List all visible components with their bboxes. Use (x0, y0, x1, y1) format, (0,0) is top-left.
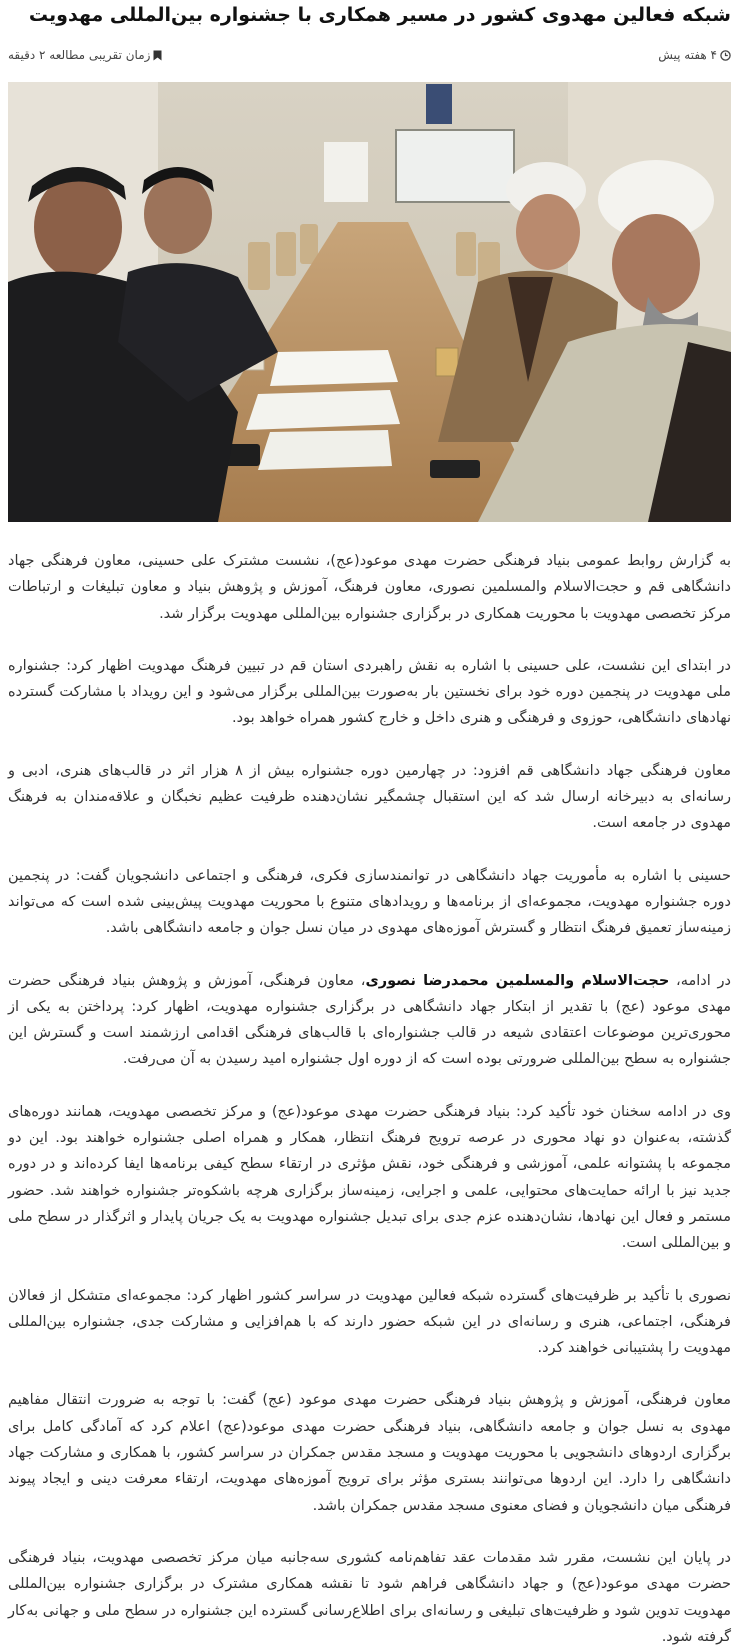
article-paragraph: نصوری با تأکید بر ظرفیت‌های گسترده شبکه فعالین مهدویت در سراسر کشور اظهار کرد: مجموعه‌ای متشکل از فعالان فرهنگی، اجتماعی، هنری و رسانه‌ای در این شبکه حضور دارند که با هم‌افزایی و مشارکت جدی، جشنواره بین‌المللی مهدویت را پشتیبانی خواهند کرد. (8, 1287, 731, 1357)
meeting-photo (8, 82, 731, 522)
reading-time-info (8, 48, 162, 62)
article-paragraph: معاون فرهنگی، آموزش و پژوهش بنیاد فرهنگی حضرت مهدی موعود (عج) گفت: با توجه به ضرورت انتقال مفاهیم مهدوی به نسل جوان و جامعه دانشگاهی، بنیاد فرهنگی حضرت مهدی موعود(عج) اعلام کرد که آمادگی کامل برای برگزاری اردوهای دانشجویی با محوریت مهدویت و مسجد مقدس جمکران در سراسر کشور، با همکاری و مشارکت جهاد دانشگاهی را دارد. این اردوها می‌توانند بستری مؤثر برای ترویج آموزه‌های مهدویت، ارتقاء معرفت دینی و ایجاد پیوند فرهنگی میان دانشجویان و فضای معنوی مسجد مقدس جمکران باشد. (8, 1392, 731, 1514)
article-paragraph: در ابتدای این نشست، علی حسینی با اشاره به نقش راهبردی استان قم در تبیین فرهنگ مهدویت اظهار کرد: جشنواره ملی مهدویت در پنجمین دوره خود برای نخستین بار به‌صورت بین‌المللی برگزار می‌شود و این رویداد با مشارکت گسترده نهادهای دانشگاهی، حوزوی و فرهنگی و هنری داخل و خارج کشور همراه خواهد بود. (8, 657, 731, 727)
published-ago: ۴ هفته پیش (658, 48, 717, 62)
article-body (8, 548, 731, 1650)
article-hero-image (8, 82, 731, 522)
article-paragraph: در پایان این نشست، مقرر شد مقدمات عقد تفاهم‌نامه کشوری سه‌جانبه میان مرکز تخصصی مهدویت، بنیاد فرهنگی حضرت مهدی موعود(عج) و جهاد دانشگاهی فراهم شود تا نقشه همکاری مشترک در برگزاری جشنواره بین‌المللی مهدویت تدوین شود و ظرفیت‌های تبلیغی و رسانه‌ای برای اطلاع‌رسانی گسترده این جشنواره در سطح ملی و جهانی به‌کار گرفته شود. (8, 1549, 731, 1645)
published-info (658, 48, 731, 62)
article-paragraph: معاون فرهنگی جهاد دانشگاهی قم افزود: در چهارمین دوره جشنواره بیش از ۸ هزار اثر در قالب‌های هنری، ادبی و رسانه‌ای به دبیرخانه ارسال شد که این استقبال چشمگیر نشان‌دهنده ظرفیت عظیم نخبگان و علاقه‌مندان به فرهنگ مهدوی در جامعه است. (8, 762, 732, 832)
article-paragraph: وی در ادامه سخنان خود تأکید کرد: بنیاد فرهنگی حضرت مهدی موعود(عج) و مرکز تخصصی مهدویت، همانند دوره‌های گذشته، به‌عنوان دو نهاد محوری در عرصه ترویج فرهنگ انتظار، همکار و همراه اصلی جشنواره خواهند بود. این دو مجموعه با پشتوانه علمی، آموزشی و فرهنگی خود، نقش مؤثری در ارتقاء سطح کیفی برنامه‌ها ایفا کرده‌اند و در دوره جدید نیز با ارائه حمایت‌های محتوایی، علمی و اجرایی، زمینه‌ساز برگزاری هرچه باشکوه‌تر جشنواره خواهند شد. حضور مستمر و فعال این نهادها، نشان‌دهنده عزم جدی برای تبدیل جشنواره مهدویت به یک جریان پایدار و اثرگذار در سطح ملی و بین‌المللی است. (8, 1103, 731, 1252)
article-title: شبکه فعالین مهدوی کشور در مسیر همکاری با جشنواره بین‌المللی مهدویت (28, 4, 731, 26)
article-meta (8, 46, 731, 64)
clock-icon (720, 50, 731, 61)
paragraph-text: ، معاون فرهنگی، آموزش و پژوهش بنیاد فرهنگی حضرت مهدی موعود (عج) با تقدیر از ابتکار جهاد دانشگاهی در برگزاری جشنواره مهدویت، اظهار کرد: پرداختن به یکی از محوری‌ترین موضوعات اعتقادی شیعه در قالب جشنواره‌ای با قالب‌های فرهنگی اقدامی ارزشمند است و گسترش این جشنواره به سطح بین‌المللی ضرورتی بوده است که از دوره اول جشنواره امید رسیدن به آن می‌رفت. (8, 972, 731, 1068)
paragraph-text: در ادامه، (669, 972, 732, 989)
article-paragraph: به گزارش روابط عمومی بنیاد فرهنگی حضرت مهدی موعود(عج)، نشست مشترک علی حسینی، معاون فرهنگی جهاد دانشگاهی قم و حجت‌الاسلام والمسلمین نصوری، معاون فرهنگ، آموزش و پژوهش بنیاد و معاون تبلیغات و ارتباطات مرکز تخصصی مهدویت با محوریت همکاری در برگزاری جشنواره بین‌المللی مهدویت برگزار شد. (8, 553, 731, 622)
bold-name: حجت‌الاسلام والمسلمین محمدرضا نصوری (365, 972, 670, 989)
bookmark-icon (153, 50, 162, 61)
reading-time: زمان تقریبی مطالعه ۲ دقیقه (8, 48, 151, 62)
article-paragraph (8, 968, 731, 1073)
article-paragraph: حسینی با اشاره به مأموریت جهاد دانشگاهی در توانمندسازی فکری، فرهنگی و اجتماعی دانشجویان گفت: در پنجمین دوره جشنواره مهدویت، مجموعه‌ای از برنامه‌ها و رویدادهای متنوع با محوریت مهدویت پیش‌بینی شده است که می‌تواند زمینه‌ساز تعمیق فرهنگ انتظار و گسترش آموزه‌های مهدوی در میان نسل جوان و جامعه دانشگاهی باشد. (8, 867, 731, 937)
